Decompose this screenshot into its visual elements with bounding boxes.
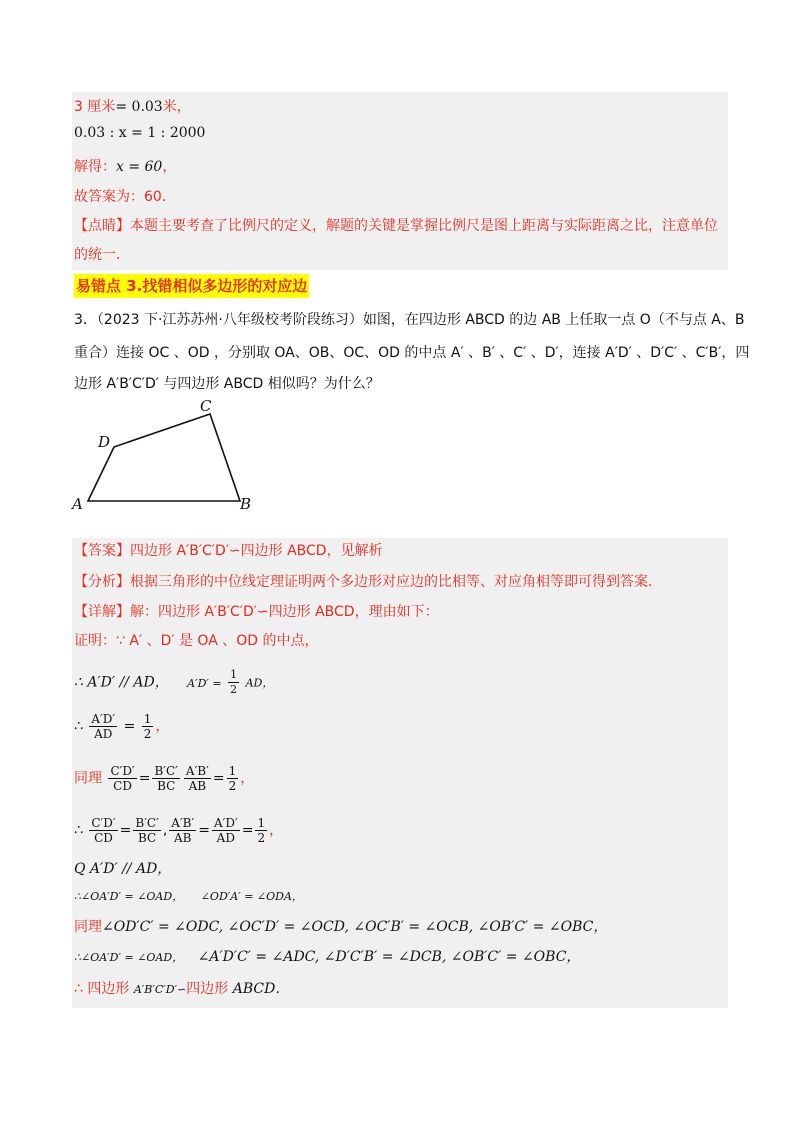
proof-line-3: ∴ $\frac{A'D'}{AD}$ = $\frac{1}{2}$ ， [74,712,170,741]
solution-line-3: 解得：x = 60， [74,159,177,175]
proof-line-4: 同理 $\frac{C'D'}{CD}$ = $\frac{B'C'}{BC}$ $\frac{A'B'}{AB}$ = $\frac{1}{2}$ ， [74,764,255,793]
label-c: C [200,397,212,415]
detail-line: 【详解】解：四边形 A′B′C′D′∽四边形 ABCD，理由如下： [74,604,439,620]
proof-line-7: ∴∠OA′D′ = ∠OAD， ∠OD′A′ = ∠ODA， [74,890,303,903]
problem-line-1: 3．（2023 下·江苏苏州·八年级校考阶段练习）如图，在四边形 ABCD 的边 AB 上任取一点 O（不与点 A、B [74,312,745,328]
label-b: B [240,495,252,513]
proof-line-10: ∴ 四边形 A′B′C′D′∽四边形 ABCD． [74,981,290,997]
proof-line-2: ∴ A′D′ // AD， A′D′ = $\frac{1}{2}$ AD， [74,668,274,696]
problem-line-3: 边形 A′B′C′D′ 与四边形 ABCD 相似吗？为什么？ [74,376,380,392]
solution-line-4: 故答案为：60． [74,189,176,205]
solution-block-top [72,92,728,270]
remark-line-2: 的统一． [74,247,130,263]
proof-line-9: ∴∠OA′D′ = ∠OAD， ∠A′D′C′ = ∠ADC, ∠D′C′B′ = ∠DCB, ∠OB′C′ = ∠OBC， [74,949,581,965]
proof-line-5: ∴ $\frac{C'D'}{CD}$ = $\frac{B'C'}{BC}$ , $\frac{A'B'}{AB}$ = $\frac{A'D'}{AD}$ = $\frac{1}{2}$ ， [74,816,284,845]
solution-line-1: 3 厘米= 0.03米， [74,99,191,115]
proof-line-1: 证明：∵ A′ 、D′ 是 OA 、OD 的中点， [74,633,319,649]
solution-line-2: 0.03 : x = 1 : 2000 [74,125,206,141]
answer-line: 【答案】四边形 A′B′C′D′∽四边形 ABCD，见解析 [74,543,383,559]
quadrilateral-figure [66,395,266,520]
section-title: 易错点 3.找错相似多边形的对应边 [74,274,309,298]
proof-line-8: 同理∠OD′C′ = ∠ODC, ∠OC′D′ = ∠OCD, ∠OC′B′ = ∠OCB, ∠OB′C′ = ∠OBC， [74,919,608,935]
problem-line-2: 重合）连接 OC 、OD ，分别取 OA、OB、OC、OD 的中点 A′ 、B′ 、C′ 、D′，连接 A′D′ 、D′C′ 、C′B′，四 [74,345,750,361]
label-d: D [98,433,111,451]
remark-line-1: 【点睛】本题主要考查了比例尺的定义，解题的关键是掌握比例尺是图上距离与实际距离之比，注意单位 [74,218,718,234]
proof-line-6: Q A′D′ // AD， [74,861,172,877]
quadrilateral-abcd [88,414,240,501]
fraction-half: $\frac{1}{2}$ [230,668,238,696]
analysis-line: 【分析】根据三角形的中位线定理证明两个多边形对应边的比相等、对应角相等即可得到答案． [74,574,662,590]
label-a: A [72,495,83,513]
